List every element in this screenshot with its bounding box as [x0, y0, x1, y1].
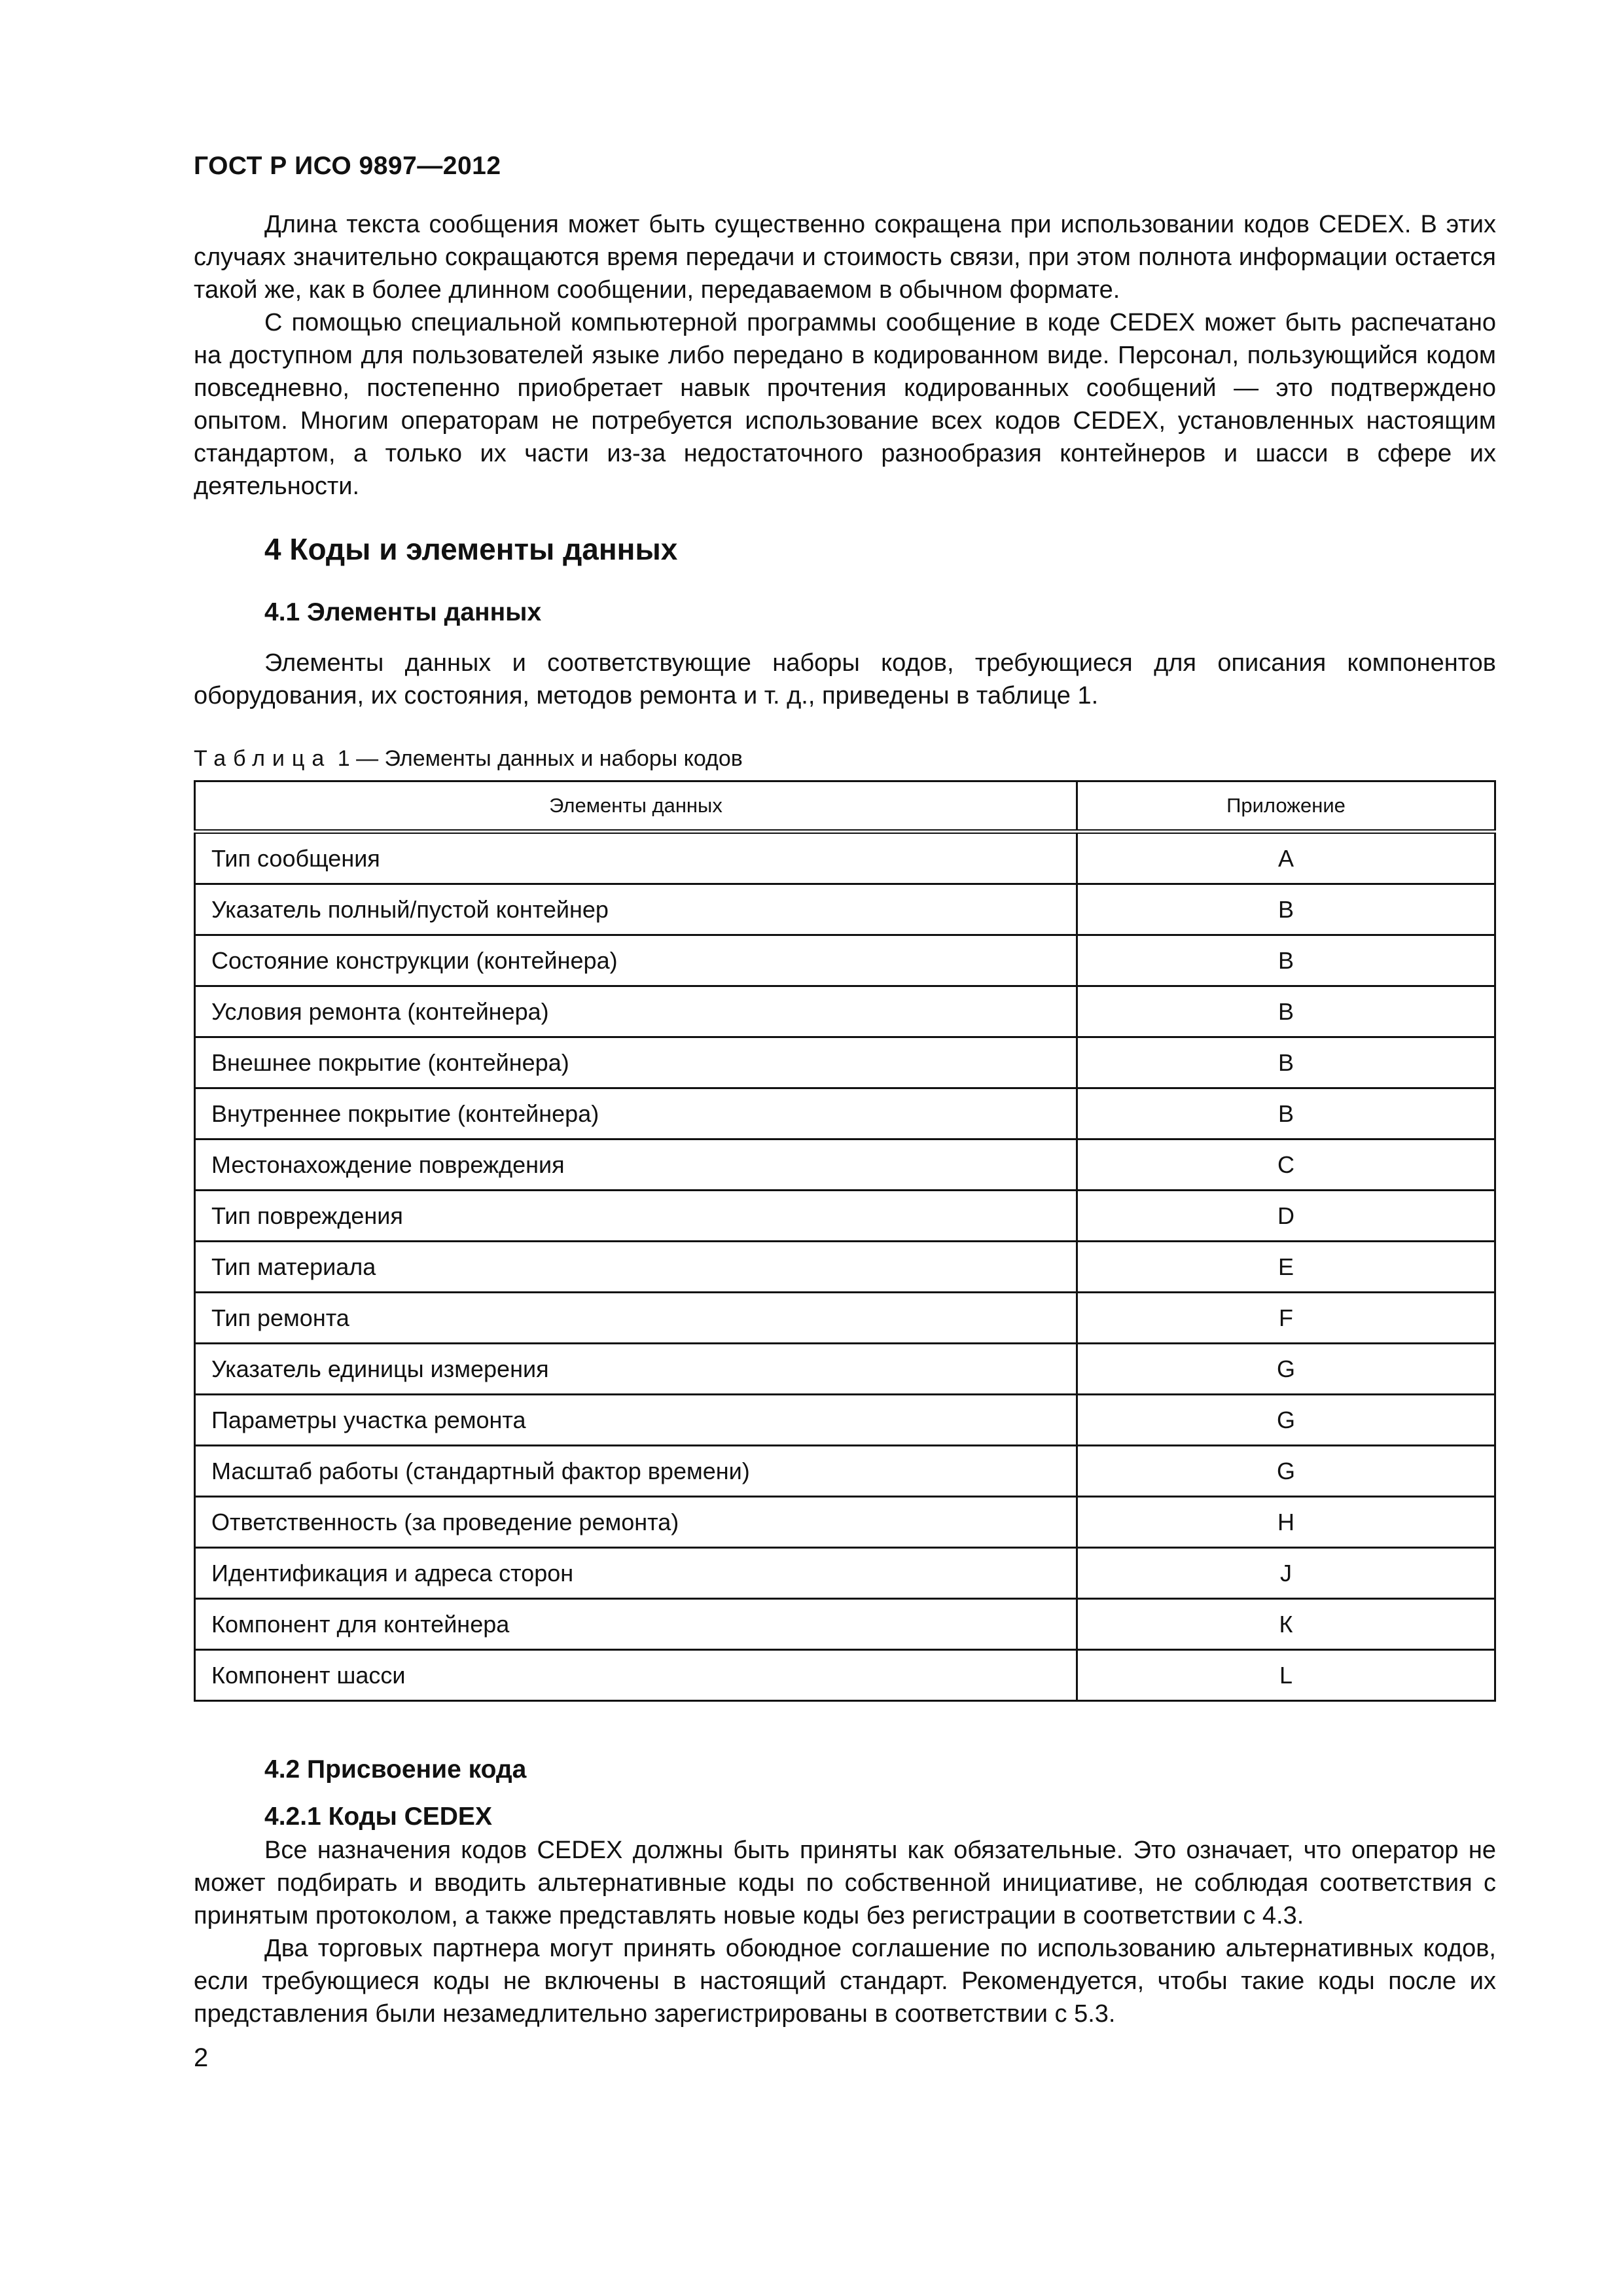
subsection-4-2-1-paragraph-2: Два торговых партнера могут принять обоюдное соглашение по использованию альтернативных кодов, если требующиеся коды не включены в настоящий стандарт. Рекомендуется, чтобы такие коды после их представления были незамедлительно зарегистрированы в соответствии с 5.3.: [194, 1935, 1496, 2028]
appendix-cell: C: [1077, 1139, 1495, 1191]
subsection-4-1-heading: 4.1 Элементы данных: [264, 598, 542, 626]
table-row: [195, 884, 1495, 935]
appendix-cell: L: [1077, 1650, 1495, 1701]
appendix-cell: B: [1077, 935, 1495, 986]
appendix-cell: B: [1077, 986, 1495, 1037]
element-cell: Ответственность (за проведение ремонта): [195, 1497, 1077, 1548]
table-row: [195, 1037, 1495, 1088]
table-row: [195, 1446, 1495, 1497]
table-row: [195, 1548, 1495, 1599]
page-number: 2: [194, 2043, 209, 2072]
appendix-cell: E: [1077, 1242, 1495, 1293]
element-cell: Тип повреждения: [195, 1191, 1077, 1242]
element-cell: Указатель единицы измерения: [195, 1344, 1077, 1395]
table-row: [195, 832, 1495, 884]
table-header-row: [195, 781, 1495, 832]
appendix-cell: D: [1077, 1191, 1495, 1242]
element-cell: Состояние конструкции (контейнера): [195, 935, 1077, 986]
table-row: [195, 1599, 1495, 1650]
element-cell: Указатель полный/пустой контейнер: [195, 884, 1077, 935]
appendix-cell: A: [1077, 832, 1495, 884]
column-header-elements: Элементы данных: [195, 781, 1077, 832]
table-row: [195, 1497, 1495, 1548]
appendix-cell: J: [1077, 1548, 1495, 1599]
appendix-cell: G: [1077, 1446, 1495, 1497]
table-row: [195, 1242, 1495, 1293]
table-row: [195, 986, 1495, 1037]
element-cell: Компонент шасси: [195, 1650, 1077, 1701]
table-row: [195, 1395, 1495, 1446]
document-code-header: ГОСТ Р ИСО 9897—2012: [194, 152, 501, 180]
subsection-4-2-1-paragraph-1: Все назначения кодов CEDEX должны быть приняты как обязательные. Это означает, что оператор не может подбирать и вводить альтернативные коды по собственной инициативе, не соблюдая соответствия с принятым протоколом, а также представлять новые коды без регистрации в соответствии с 4.3.: [194, 1837, 1496, 1929]
table-caption-label: Таблица: [194, 746, 332, 771]
table-row: [195, 1293, 1495, 1344]
element-cell: Тип сообщения: [195, 832, 1077, 884]
element-cell: Местонахождение повреждения: [195, 1139, 1077, 1191]
appendix-cell: B: [1077, 1037, 1495, 1088]
appendix-cell: B: [1077, 1088, 1495, 1139]
subsection-4-2-1-heading: 4.2.1 Коды CEDEX: [264, 1803, 492, 1831]
intro-paragraph-1: Длина текста сообщения может быть существенно сокращена при использовании кодов CEDEX. В этих случаях значительно сокращаются время передачи и стоимость связи, при этом полнота информации остается такой же, как в более длинном сообщении, передаваемом в обычном формате.: [194, 211, 1496, 304]
element-cell: Идентификация и адреса сторон: [195, 1548, 1077, 1599]
element-cell: Масштаб работы (стандартный фактор времени): [195, 1446, 1077, 1497]
table-row: [195, 1088, 1495, 1139]
element-cell: Внутреннее покрытие (контейнера): [195, 1088, 1077, 1139]
table-row: [195, 1191, 1495, 1242]
element-cell: Условия ремонта (контейнера): [195, 986, 1077, 1037]
appendix-cell: B: [1077, 884, 1495, 935]
section-4-heading: 4 Коды и элементы данных: [264, 532, 678, 566]
intro-section: [194, 208, 1496, 503]
intro-paragraph-2: С помощью специальной компьютерной программы сообщение в коде CEDEX может быть распечатано на доступном для пользователей языке либо передано в кодированном виде. Персонал, пользующийся кодом повседневно, постепенно приобретает навык прочтения кодированных сообщений — это подтверждено опытом. Многим операторам не потребуется использование всех кодов CEDEX, установленных настоящим стандартом, а только их части из-за недостаточного разнообразия контейнеров и шасси в сфере их деятельности.: [194, 309, 1496, 500]
table-caption: [194, 746, 743, 772]
element-cell: Параметры участка ремонта: [195, 1395, 1077, 1446]
subsection-4-1-body: [194, 647, 1496, 712]
appendix-cell: H: [1077, 1497, 1495, 1548]
element-cell: Внешнее покрытие (контейнера): [195, 1037, 1077, 1088]
appendix-cell: F: [1077, 1293, 1495, 1344]
appendix-cell: G: [1077, 1344, 1495, 1395]
appendix-cell: G: [1077, 1395, 1495, 1446]
table-row: [195, 1344, 1495, 1395]
table-row: [195, 935, 1495, 986]
data-elements-table: [194, 780, 1496, 1702]
subsection-4-2-heading: 4.2 Присвоение кода: [264, 1755, 527, 1784]
element-cell: Тип материала: [195, 1242, 1077, 1293]
appendix-cell: К: [1077, 1599, 1495, 1650]
subsection-4-1-paragraph: Элементы данных и соответствующие наборы кодов, требующиеся для описания компонентов оборудования, их состояния, методов ремонта и т. д., приведены в таблице 1.: [194, 649, 1496, 709]
column-header-appendix: Приложение: [1077, 781, 1495, 832]
subsection-4-2-1-body: [194, 1834, 1496, 2030]
table-row: [195, 1650, 1495, 1701]
table-caption-text: 1 — Элементы данных и наборы кодов: [331, 746, 743, 771]
element-cell: Компонент для контейнера: [195, 1599, 1077, 1650]
table-row: [195, 1139, 1495, 1191]
element-cell: Тип ремонта: [195, 1293, 1077, 1344]
